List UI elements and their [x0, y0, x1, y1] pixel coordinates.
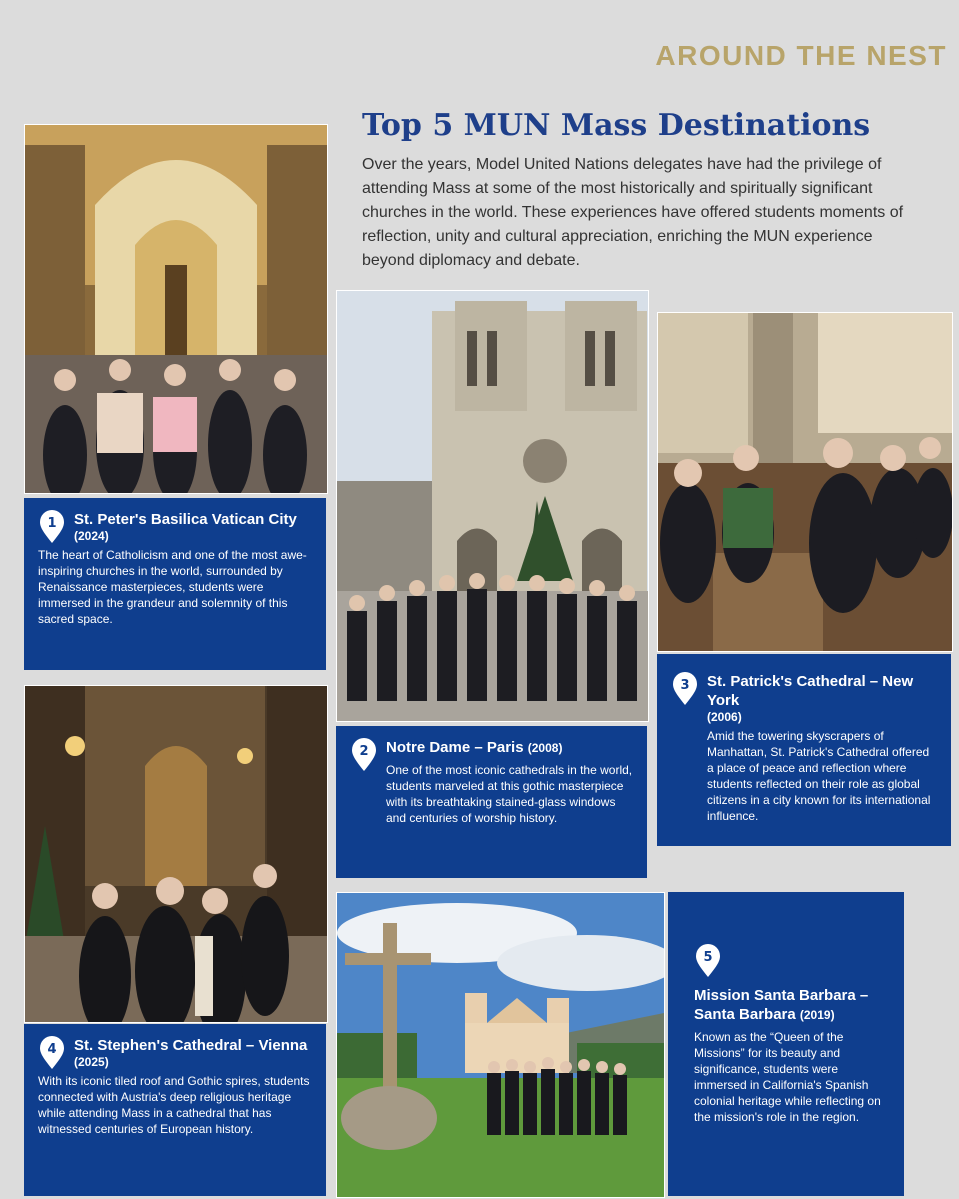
card-title-text: Mission Santa Barbara – Santa Barbara [694, 987, 869, 1023]
card-body: Amid the towering skyscrapers of Manhattan, St. Patrick's Cathedral offered a place of peace and reflection where students reflected on their role as global citizens in a city known for its international influence. [707, 729, 931, 823]
card-title [694, 986, 890, 1025]
card-body: Known as the “Queen of the Missions” for its beauty and significance, students were immersed in California's Spanish colonial heritage while reflecting on the mission's role in the region. [694, 1030, 881, 1124]
card-body: One of the most iconic cathedrals in the world, students marveled at this gothic masterpiece with its breathtaking stained-glass windows and centuries of worship history. [386, 763, 633, 825]
section-label: AROUND THE NEST [655, 40, 947, 71]
pin-number: 4 [47, 1042, 57, 1057]
pin-number: 3 [680, 678, 690, 693]
pin-number: 5 [703, 950, 713, 965]
mission-santa-barbara-photo [336, 892, 665, 1198]
pin-number: 1 [47, 516, 57, 531]
notre-dame-photo [336, 290, 649, 722]
destination-card-5 [668, 892, 904, 1196]
destination-card-2 [336, 726, 647, 878]
card-body: The heart of Catholicism and one of the most awe-inspiring churches in the world, surrounded by Renaissance masterpieces, students were immersed in the grandeur and solemnity of this sacred space. [38, 548, 307, 626]
card-title: St. Peter's Basilica Vatican City [74, 511, 297, 528]
card-year: (2024) [74, 529, 109, 543]
card-body: With its iconic tiled roof and Gothic spires, students connected with Austria's deep religious heritage while attending Mass in a cathedral that has witnessed centuries of European history. [38, 1074, 310, 1136]
card-year: (2025) [74, 1055, 109, 1069]
map-pin-icon [671, 672, 699, 706]
st-patricks-photo [657, 312, 953, 652]
map-pin-icon [38, 1036, 66, 1070]
card-title [386, 738, 633, 758]
page-title: Top 5 MUN Mass Destinations [362, 108, 871, 143]
destination-card-3 [657, 654, 951, 846]
st-stephens-photo [24, 685, 328, 1023]
map-pin-icon [38, 510, 66, 544]
map-pin-icon [350, 738, 378, 772]
card-year: (2006) [707, 710, 742, 724]
pin-number: 2 [359, 744, 369, 759]
card-title: St. Patrick's Cathedral – New York [707, 673, 914, 709]
destination-card-1 [24, 498, 326, 670]
card-year: (2019) [799, 1008, 835, 1022]
card-title: St. Stephen's Cathedral – Vienna [74, 1037, 308, 1054]
card-title-text: Notre Dame – Paris [386, 739, 524, 756]
card-year: (2008) [527, 741, 563, 755]
map-pin-icon [694, 944, 722, 978]
intro-paragraph: Over the years, Model United Nations delegates have had the privilege of attending Mass at some of the most historically and spiritually significant churches in the world. These experiences have offered students moments of reflection, unity and cultural appreciation, enriching the MUN experience beyond diplomacy and debate. [362, 156, 904, 269]
st-peters-photo [24, 124, 328, 494]
destination-card-4 [24, 1024, 326, 1196]
